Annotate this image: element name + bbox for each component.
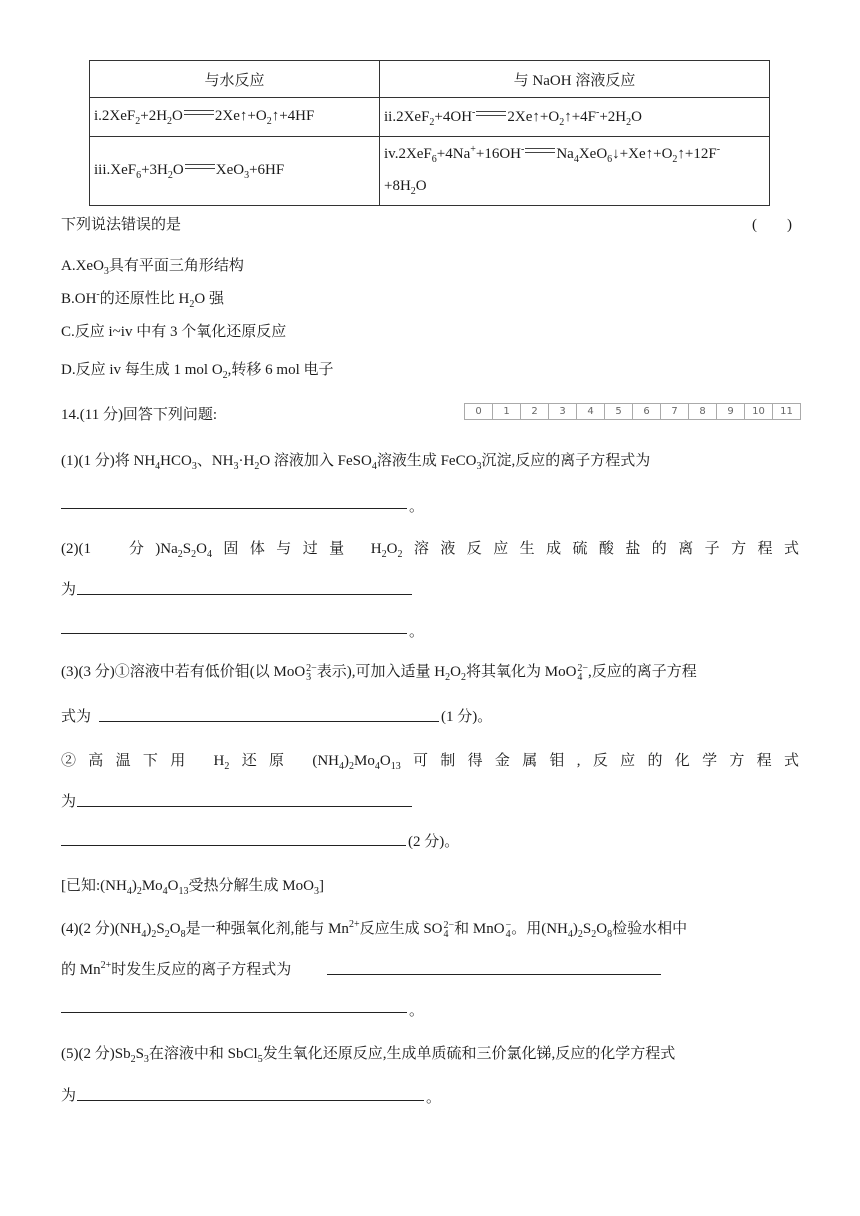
part-5-text: (5)(2 分)$Sb_2S_3$在溶液中和 SbCl$_5$发生氧化还原反应,生成单质硫和三价氯化锑,反应的化学方程式 (61, 1046, 676, 1065)
reaction-i: $i.2XeF_2+2H_2O$ $2Xe↑+O_2↑+4HF$ (90, 98, 380, 137)
option-a: A.XeO$_3$具有平面三角形结构 (61, 258, 244, 277)
ruler-cell: 7 (661, 404, 689, 419)
answer-blank[interactable] (61, 845, 406, 846)
option-c: C.反应 i~iv 中有 3 个氧化还原反应 (61, 324, 287, 340)
header-text: 与 NaOH 溶液反应 (513, 72, 636, 89)
ruler-cell: 4 (577, 404, 605, 419)
answer-blank[interactable] (61, 633, 407, 634)
charge-fraction: 2− 3 (306, 662, 317, 683)
option-d: D.反应 iv 每生成 1 mol $O_2$,转移 6 mol 电子 (61, 362, 334, 381)
table-header-water (90, 61, 380, 98)
answer-blank[interactable] (61, 1012, 407, 1013)
ruler-cell: 10 (745, 404, 773, 419)
wei-label: 为 (61, 794, 77, 810)
equals-sign (525, 148, 555, 153)
answer-parentheses: ( ) (752, 217, 792, 233)
ruler-cell: 3 (549, 404, 577, 419)
question-14-title: 14.(11 分)回答下列问题: (61, 407, 218, 423)
known-note: [已知$:(NH_4)_2Mo_4O_{13}$受热分解生成 MoO$_3$] (61, 878, 324, 897)
part-2-text: (2)(1 分)$Na_2S_2O_4$固体与过量 $H_2O_2$溶液反应生成硫酸盐的离子方程式 (61, 541, 799, 560)
part-3-sub-2: ②高温下用 $H_2$还原 $(NH_4)_2Mo_4O_{13}$可制得金属钼,反应的化学方程式 (61, 753, 799, 772)
answer-blank[interactable] (77, 806, 412, 807)
answer-blank[interactable] (61, 508, 407, 509)
reaction-ii: ii.2XeF$_2$+4OH- $2Xe↑+O_2↑+4F^-+2H_2O$ (380, 98, 770, 137)
ruler-cell: 6 (633, 404, 661, 419)
part-4-text: (4)(2 分)$(NH_4)_2S_2O_8$是一种强氧化剂,能与 $Mn^{2+}$反应生成 SO 2− 4 和 MnO − 4 。用$(NH_4)_2S_2O_8$检验水相中 (61, 919, 688, 940)
reaction-iv: iv.2XeF$_6$+4Na++16OH- $Na_4XeO_6↓+Xe↑+O_2↑+12F^-$ $+8H_2O$ (380, 137, 770, 206)
score-note: (2 分)。 (408, 834, 460, 850)
part-4-line-2: 的 $Mn^{2+}$时发生反应的离子方程式为 (61, 960, 292, 978)
ruler-cell: 1 (493, 404, 521, 419)
table-header-naoh (380, 61, 770, 98)
equals-sign (184, 110, 214, 115)
answer-blank[interactable] (327, 974, 661, 975)
ruler-cell: 5 (605, 404, 633, 419)
score-note: (1 分)。 (441, 709, 493, 725)
ruler-cell: 2 (521, 404, 549, 419)
part-1-text: (1)(1 分)将 $NH_4HCO_3$、$NH_3\cdot H_2O$ 溶液加入 FeSO$_4$溶液生成 FeCO$_3$沉淀,反应的离子方程式为 (61, 453, 651, 472)
ruler-cell: 0 (465, 404, 493, 419)
wei-label: 为 (61, 1088, 77, 1104)
ruler-cell: 9 (717, 404, 745, 419)
header-text: 与水反应 (204, 72, 265, 89)
ruler-cell: 11 (780, 406, 793, 417)
period: 。 (409, 1003, 425, 1019)
charge-fraction: − 4 (505, 919, 512, 940)
period: 。 (409, 499, 425, 515)
period: 。 (409, 624, 425, 640)
wei-label: 为 (61, 582, 77, 598)
reaction-iii: $iii.XeF_6+3H_2O$ XeO$_3$+6HF (90, 137, 380, 206)
score-ruler (464, 403, 801, 420)
equals-sign (476, 111, 506, 116)
question-stem: 下列说法错误的是 (61, 217, 182, 233)
shi-wei-label: 式为 (61, 709, 92, 725)
charge-fraction: 2− 4 (443, 919, 455, 940)
part-3-text: (3)(3 分)①溶液中若有低价钼(以 MoO 2− 3 表示),可加入适量 $H_2O_2$将其氧化为 MoO 2− 4 ,反应的离子方程 (61, 662, 697, 683)
period: 。 (426, 1090, 442, 1106)
reaction-table (89, 60, 770, 206)
answer-blank[interactable] (77, 1100, 424, 1101)
equals-sign (185, 164, 215, 169)
ruler-cell: 8 (689, 404, 717, 419)
answer-blank[interactable] (77, 594, 412, 595)
charge-fraction: 2− 4 (577, 662, 589, 683)
answer-blank[interactable] (99, 721, 439, 722)
option-b: B.OH-的还原性比 $H_2O$ 强 (61, 289, 224, 310)
